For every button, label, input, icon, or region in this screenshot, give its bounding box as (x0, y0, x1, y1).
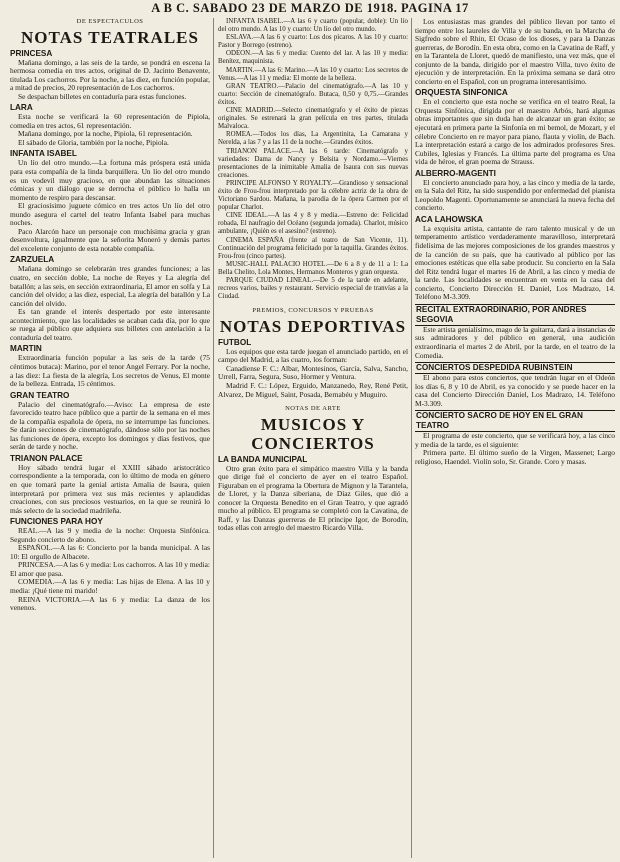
section-heading: RECITAL EXTRAORDINARIO, POR ANDRES SEGOVIA (415, 304, 615, 326)
listing-item: MUSIC-HALL PALACIO HOTEL.—De 6 a 8 y de 11 a 1: La Bella Chelito, Lola Montes, Hermanos Monteros y gran orquesta. (218, 260, 408, 276)
listing-item: CINE MADRID.—Selecto cinematógrafo y el éxito de piezas originales. Se estrenará la gran película en tres partes, titulada Malvaloca. (218, 107, 408, 131)
paragraph: Palacio del cinematógrafo.—Aviso: La empresa de este favorecido teatro hace público que a partir de la semana en el mes de la compañía española de ópera, no se interrumpe las funciones. Se darán secciones de cinematógrafo, dándose sólo por las noches las funciones de ópera, excepto los domingos y días festivos, que serán de tarde y noche. (10, 399, 210, 452)
column-3 (415, 18, 615, 858)
sports-title: NOTAS DEPORTIVAS (219, 316, 407, 336)
music-title: MUSICOS Y CONCIERTOS (251, 414, 375, 453)
paragraph: REAL.—A las 9 y media de la noche: Orquesta Sinfónica. Segundo concierto de abono. (10, 526, 210, 544)
section-kicker: DE ESPECTACULOS (76, 18, 144, 25)
column-rule (213, 18, 214, 858)
paragraph: En el concierto que esta noche se verifica en el teatro Real, la Orquesta Sinfónica, dirigida por el maestro Arbós, hará algunas obras importantes que sin duda han de alcanzar un gran éxito; se ejecutará en primera parte la Sinfonía en mi bemol, de Mozart, y el célebre Concierto en re mayor para piano, flauta y violín, de Bach. La interpretación estará a cargo de los admirados profesores Sres. Cubiles, Iglesias y Francés. La última parte del programa es Una vida de héroe, el gran poema de Strauss. (415, 97, 615, 167)
listing-item: ROMEA.—Todos los días, La Argentinita, La Camarana y Nerelda, a las 7 y a las 11 de la noche.—Grandes éxitos. (218, 131, 408, 147)
section-heading: INFANTA ISABEL (10, 149, 77, 159)
column-2 (218, 18, 408, 858)
column-1 (10, 18, 210, 858)
paragraph: El sábado de Gloria, también por la noche, Pipiola. (18, 137, 169, 147)
sports-notes (218, 338, 408, 399)
section-heading: FUTBOL (218, 337, 252, 347)
music-notes (218, 455, 408, 533)
column-rule (411, 18, 412, 858)
section-heading: PRINCESA (10, 48, 53, 58)
listings (218, 18, 408, 301)
listing-item: INFANTA ISABEL.—A las 6 y cuarto (popular, doble): Un lío del otro mundo. A las 10 y cuarto: Un lío del otro mundo. (218, 18, 408, 34)
paragraph: Mañana domingo se celebrarán tres grandes funciones; a las cuatro, en sección doble, La noche de Reyes y La alegría del batallón; a las seis, en sección extraordinaria, El amor en solfa y La canción del olvido; a las diez, especial, La alegría del batallón y La canción del olvido. (10, 264, 210, 308)
listing-item: CINE IDEAL.—A las 4 y 8 y media.—Estreno de: Felicidad robada, El naufragio del Océano (segunda jornada). Charlot, músico ambulante, ¡Quién es el asesino? (estreno). (218, 212, 408, 236)
paragraph: Otro gran éxito para el simpático maestro Villa y la banda que dirige fué el concierto de ayer en el teatro Español. Figuraban en el programa la Obertura de Mignon y la Tarantela, de Lloret, y la Danza siberiana, de Díaz Giles, que dió a conocer la Orquesta Benedito en el Gran Teatro, y que agradó mucho al público. El programa se completó con la Cavatina, de Raff, y las Danzas guerreras de El príncipe Igor, de Borodín, todas ellas con arreglo del maestro Ricardo Villa. (218, 463, 408, 533)
section-title: NOTAS TEATRALES (21, 27, 199, 47)
sports-kicker: PREMIOS, CONCURSOS Y PRUEBAS (252, 307, 374, 315)
concert-notes (415, 88, 615, 466)
paragraph: La exquisita artista, cantante de raro talento musical y de un temperamento artístico verdaderamente maravilloso, interpretará fidelísima de las mejores composiciones de los grandes maestros y de la canción de su país, que ha cautivado al público por las emociones estéticas que ella sabe producir. Su concierto en la Sala del Ritz tendrá lugar el martes 16 de Abril, a las cinco y media de la tarde. Las localidades se encuentran en venta en la casa del concierto, Concierto Dirección H. Daniel, Los Madrazo, 14. Teléfono M-3.309. (415, 223, 615, 302)
music-kicker: NOTAS DE ARTE (285, 405, 341, 413)
section-heading: MARTIN (10, 344, 42, 354)
section-heading: LA BANDA MUNICIPAL (218, 454, 308, 464)
listing-item: PARQUE CIUDAD LINEAL.—De 5 de la tarde en adelante, recreos varios, bailes y restaurant. Servicio especial de tranvías a la Ciudad. (218, 277, 408, 301)
section-heading: CONCIERTO SACRO DE HOY EN EL GRAN TEATRO (415, 410, 615, 432)
paragraph: Primera parte. El último sueño de la Virgen, Massenet; Largo religioso, Haendel. Violín solo, Sr. Grande. Coro y masas. (415, 448, 615, 466)
theater-notes (10, 49, 210, 613)
paragraph: ESPAÑOL.—A las 6: Concierto por la banda municipal. A las 10: El orgullo de Albacete. (10, 543, 210, 561)
listing-item: ESLAVA.—A las 6 y cuarto: Los dos pícaros. A las 10 y cuarto: Pastor y Borrego (estreno). (218, 34, 408, 50)
paragraph: Madrid F. C.: López, Erguido, Manzanedo, Rey, René Petit, Alvarez, De Miguel, Saint, Posada, Bernabéu y Muguiro. (218, 381, 408, 399)
section-heading: ALBERRO-MAGENTI (415, 168, 496, 178)
listing-item: TRIANON PALACE.—A las 6 tarde: Cinematógrafo y variedades: Dama de Nancy y Belsita y Nordamo.—Viernes presentaciones de la inimitable Amalia de Isaura con sus nuevas creaciones. (218, 147, 408, 179)
section-heading: FUNCIONES PARA HOY (10, 517, 103, 527)
paragraph: Canadiense F. C.: Albar, Montesinos, García, Salva, Sancho, Urrell, Farra, Segura, Suso, Hormer y Ventura. (218, 363, 408, 382)
paragraph: Mañana domingo, a las seis de la tarde, se pondrá en escena la hermosa comedia en tres actos, original de D. Jacinto Benavente, titulada Los cachorros. Por la noche, a las diez, en función popular, a mitad de precios, 20 representación de Los cachorros. (10, 57, 210, 93)
page-header: A B C. SABADO 23 DE MARZO DE 1918. PAGINA 17 (151, 1, 469, 15)
paragraph: Es tan grande el interés despertado por este interesante acontecimiento, que las localidades se acaban cada día, por lo que se ruega al público que adquiera sus billetes con antelación a la contaduría del teatro. (10, 307, 210, 342)
section-heading: ORQUESTA SINFONICA (415, 88, 508, 98)
listing-item: MARTIN.—A las 6: Marino.—A las 10 y cuarto: Los secretos de Venus.—A las 11 y media: El monte de la belleza. (218, 66, 408, 82)
paragraph: COMEDIA.—A las 6 y media: Las hijas de Elena. A las 10 y media: ¡Qué tiene mi marido! (10, 577, 210, 595)
paragraph: Esta noche se verificará la 60 representación de Pipiola, comedia en tres actos, 61 representación. (10, 112, 210, 130)
section-heading: ACA LAHOWSKA (415, 214, 483, 224)
paragraph: Se despachan billetes en contaduría para estas funciones. (18, 91, 187, 101)
listing-item: CINEMA ESPAÑA (frente al teatro de San Vicente, 11). Continuación del programa felicitado por la taquilla. Grandes éxitos. Frou-frou (cinco partes). (218, 236, 408, 260)
listing-item: Los entusiastas mas grandes del público llevan por tanto el tiempo entre los laureles de Villa y de su banda, en la Marcha de Sigfredo sobre el Rhin, El Ocaso de los dioses, y para la Danzas guerreras, de Borodín. En esta obra, como en la Cavatina de Raff, y en la Tarantela de Lloret, quedó de manifiesto, una vez más, que el conjunto de la banda, dirigido por el maestro Villa, tuvo éxito de ejecución y de interpretación. En la próxima semana se dará otro concierto en el Español, con un programa interesantísimo. (415, 18, 615, 86)
paragraph: REINA VICTORIA.—A las 6 y media: La danza de los venenos. (10, 594, 210, 613)
section-heading: CONCIERTOS DESPEDIDA RUBINSTEIN (415, 362, 615, 374)
paragraph: Extraordinaria función popular a las seis de la tarde (75 céntimos butaca): Marino, por el tenor Angel Ferrary. Por la noche, a las diez: La fiesta de la alegría, Los secretos de Venus, El monte de la belleza. Entrada, 15 céntimos. (10, 353, 210, 389)
listing-item: GRAN TEATRO.—Palacio del cinematógrafo.—A las 10 y cuarto: Sección de cinematógrafo. Butaca, 0,50 y 0,75.—Grandes éxitos. (218, 82, 408, 106)
section-heading: LARA (10, 103, 33, 113)
paragraph: Mañana domingo, por la noche, Pipiola, 61 representación. (18, 129, 193, 139)
paragraph: PRINCESA.—A las 6 y media: Los cachorros. A las 10 y media: El amor que pasa. (10, 560, 210, 578)
paragraph: El abono para estos conciertos, que tendrán lugar en el Odeón los días 6, 8 y 10 de Abril, es ya conocido y se puede hacer en la casa del Concierto Dirección Daniel, Los Madrazo, 14. Teléfono M-3.309. (415, 373, 615, 408)
listing-item: ODEON.—A las 6 y media: Cuento del lar. A las 10 y media: Benítez, maquinista. (218, 50, 408, 66)
section-heading: GRAN TEATRO (10, 390, 70, 400)
section-heading: ZARZUELA (10, 255, 55, 265)
paragraph: El programa de este concierto, que se verificará hoy, a las cinco y media de la tarde, es el siguiente: (415, 431, 615, 449)
paragraph: Un lío del otro mundo.—La fortuna más próspera está unida para esta compañía de la linda barquillera. Un lío del otro mundo es un vodevil muy gracioso, en que abundan las situaciones cómicas y un diálogo que se derrocha el público lo halla un momento de respiro para descansar. (10, 158, 210, 202)
paragraph: Hoy sábado tendrá lugar el XXIII sábado aristocrático correspondiente a la temporada, con lo último de moda en género en que tomará parte la genial artista Amalia de Isaura, quien interpretará por primera vez sus más recientes y aplaudidas creaciones, con sus preciosos vestuarios, en la que se reunirá lo más selecto de la sociedad madrileña. (10, 462, 210, 515)
section-heading: TRIANON PALACE (10, 453, 83, 463)
paragraph: El graciosísimo juguete cómico en tres actos Un lío del otro mundo asegura el cartel del teatro Infanta Isabel para muchas noches. (10, 201, 210, 228)
listing-item: PRINCIPE ALFONSO Y ROYALTY.—Grandioso y sensacional éxito de Frou-frou interpretado por la célebre actriz de la obra de Victoriano Sardou. Mañana, la parodia de la ópera Carmen por el popular Charlot. (218, 179, 408, 212)
paragraph: Este artista genialísimo, mago de la guitarra, dará a instancias de sus admiradores y del público en general, una audición extraordinaria el martes 2 de Abril, por la tarde, en el teatro de la Comedia. (415, 324, 615, 360)
paragraph: Los equipos que esta tarde juegan el anunciado partido, en el campo del Madrid, a las cuatro, los forman: (218, 346, 408, 365)
concert-intro (415, 18, 615, 86)
paragraph: Paco Alarcón hace un personaje con muchísima gracia y gran desenvoltura, igualmente que la señorita Moneró y demás partes del excelente conjunto de esta notable compañía. (10, 226, 210, 253)
paragraph: El concierto anunciado para hoy, a las cinco y media de la tarde, en la Sala del Ritz, ha sido suspendido por enfermedad del pianista Leopoldo Magenti. Oportunamente se anunciará la nueva fecha del concierto. (415, 177, 615, 213)
